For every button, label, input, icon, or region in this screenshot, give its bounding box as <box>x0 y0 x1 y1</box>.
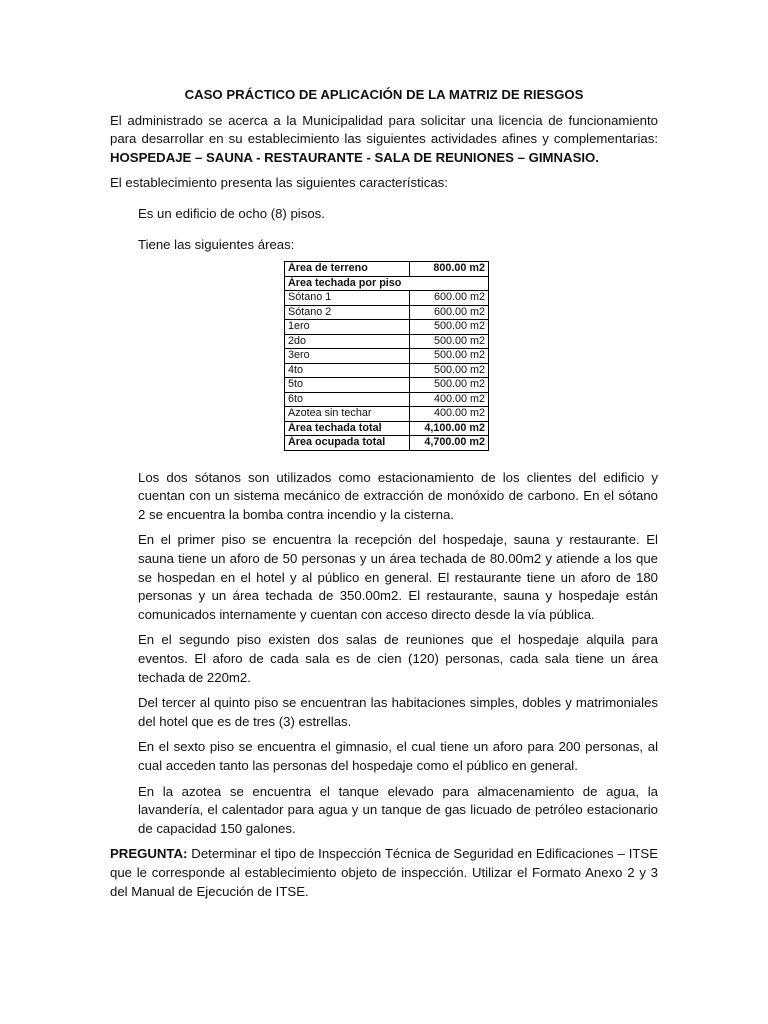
areas-table-row <box>285 349 489 364</box>
intro-paragraph <box>110 112 658 168</box>
document-page <box>110 86 658 908</box>
paragraph-segundo-piso: En el segundo piso existen dos salas de reuniones que el hospedaje alquila para eventos. El aforo de cada sala es de cien (120) personas, cada sala tiene un área techada de 220m2. <box>138 632 658 685</box>
area-label-cell: 5to <box>285 378 410 393</box>
areas-table-row <box>285 320 489 335</box>
paragraph-sotanos: Los dos sótanos son utilizados como estacionamiento de los clientes del edificio y cuentan con un sistema mecánico de extracción de monóxido de carbono. En el sótano 2 se encuentra la bomba contra incendio y la cisterna. <box>138 469 658 522</box>
area-value-cell: 500.00 m2 <box>410 320 489 335</box>
area-label-cell: Área techada por piso <box>285 276 489 291</box>
area-value-cell: 400.00 m2 <box>410 407 489 422</box>
areas-table-row <box>285 291 489 306</box>
area-label-cell: Sótano 2 <box>285 305 410 320</box>
area-label-cell: Sótano 1 <box>285 291 410 306</box>
areas-table-row <box>285 407 489 422</box>
area-label-cell: Área techada total <box>285 421 410 436</box>
areas-table-row <box>285 363 489 378</box>
document-title: CASO PRÁCTICO DE APLICACIÓN DE LA MATRIZ DE RIESGOS <box>184 87 584 102</box>
area-value-cell: 600.00 m2 <box>410 291 489 306</box>
areas-table-row <box>285 392 489 407</box>
areas-line: Tiene las siguientes áreas: <box>138 236 295 252</box>
question-paragraph <box>110 845 658 901</box>
area-value-cell: 500.00 m2 <box>410 349 489 364</box>
features-heading: El establecimiento presenta las siguientes características: <box>110 175 448 191</box>
area-value-cell: 4,700.00 m2 <box>410 436 489 451</box>
area-value-cell: 500.00 m2 <box>410 363 489 378</box>
areas-table-row <box>285 378 489 393</box>
area-label-cell: 4to <box>285 363 410 378</box>
areas-table-row <box>285 262 489 277</box>
area-label-cell: 3ero <box>285 349 410 364</box>
intro-text: El administrado se acerca a la Municipalidad para solicitar una licencia de funcionamiento para desarrollar en su establecimiento las siguientes actividades afines y complementarias: <box>110 112 658 147</box>
areas-table-row <box>285 334 489 349</box>
paragraph-azotea: En la azotea se encuentra el tanque elevado para almacenamiento de agua, la lavandería, el calentador para agua y un tanque de gas licuado de petróleo estacionario de capacidad 150 galones. <box>138 783 658 836</box>
areas-table-row <box>285 421 489 436</box>
area-value-cell: 500.00 m2 <box>410 334 489 349</box>
area-label-cell: Área de terreno <box>285 262 410 277</box>
area-label-cell: Área ocupada total <box>285 436 410 451</box>
area-value-cell: 600.00 m2 <box>410 305 489 320</box>
area-label-cell: 1ero <box>285 320 410 335</box>
floors-line: Es un edificio de ocho (8) pisos. <box>138 205 325 221</box>
paragraph-tercer-piso: Del tercer al quinto piso se encuentran las habitaciones simples, dobles y matrimoniales del hotel que es de tres (3) estrellas. <box>138 695 658 729</box>
area-value-cell: 800.00 m2 <box>410 262 489 277</box>
paragraph-sexto-piso: En el sexto piso se encuentra el gimnasio, el cual tiene un aforo para 200 personas, al cual acceden tanto las personas del hospedaje como el público en general. <box>138 739 658 773</box>
activities-list: HOSPEDAJE – SAUNA - RESTAURANTE - SALA DE REUNIONES – GIMNASIO. <box>110 149 599 165</box>
areas-table <box>284 261 489 451</box>
area-label-cell: Azotea sin techar <box>285 407 410 422</box>
area-value-cell: 400.00 m2 <box>410 392 489 407</box>
area-label-cell: 2do <box>285 334 410 349</box>
areas-table-row <box>285 436 489 451</box>
area-value-cell: 4,100.00 m2 <box>410 421 489 436</box>
paragraph-primer-piso: En el primer piso se encuentra la recepción del hospedaje, sauna y restaurante. El sauna tiene un aforo de 50 personas y un área techada de 80.00m2 y atiende a los que se hospedan en el hotel y al público en general. El restaurante tiene un aforo de 180 personas y un área techada de 350.00m2. El restaurante, sauna y hospedaje están comunicados internamente y cuentan con acceso directo desde la vía pública. <box>138 532 658 622</box>
question-text: Determinar el tipo de Inspección Técnica de Seguridad en Edificaciones – ITSE que le corresponde al establecimiento objeto de inspección. Utilizar el Formato Anexo 2 y 3 del Manual de Ejecución de ITSE. <box>110 846 658 899</box>
area-value-cell: 500.00 m2 <box>410 378 489 393</box>
area-label-cell: 6to <box>285 392 410 407</box>
areas-table-row <box>285 305 489 320</box>
areas-table-row <box>285 276 489 291</box>
question-label: PREGUNTA: <box>110 846 188 862</box>
